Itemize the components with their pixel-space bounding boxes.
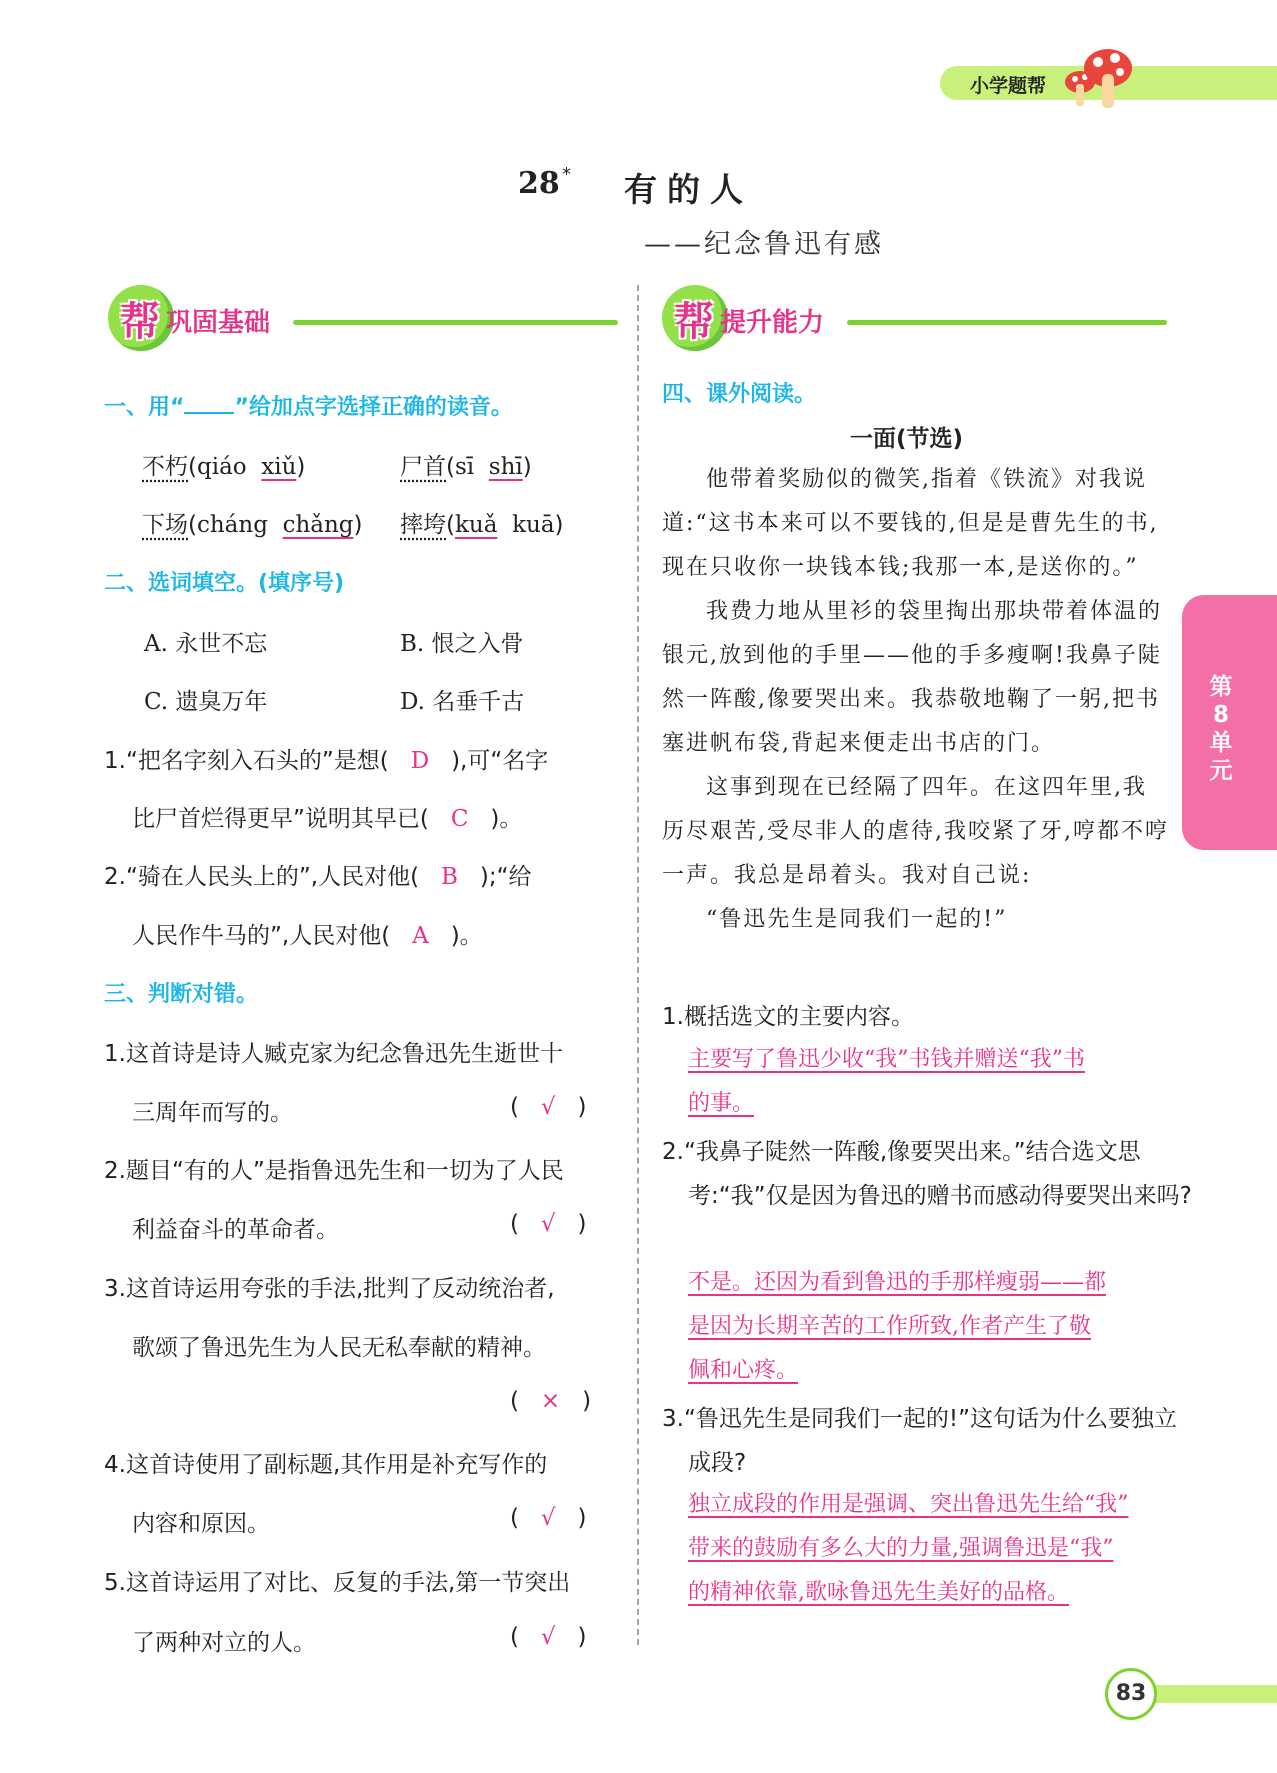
fill-line: 人民作牛马的”,人民对他( A )。 xyxy=(132,923,483,949)
answer-line: 不是。还因为看到鲁迅的手那样瘦弱——都 xyxy=(688,1270,1107,1295)
unit-tab-label: 第8单元 xyxy=(1209,674,1233,784)
pinyin-item: 下场(cháng chǎng) xyxy=(142,512,363,538)
judge-line: 4.这首诗使用了副标题,其作用是补充写作的 xyxy=(104,1452,548,1478)
judge-bracket: ( √ ) xyxy=(510,1505,587,1531)
lesson-star: * xyxy=(562,164,571,185)
section-label: 巩固基础 xyxy=(166,308,271,338)
brand-label: 小学题帮 xyxy=(970,75,1047,97)
judge-line: 3.这首诗运用夸张的手法,批判了反动统治者, xyxy=(104,1276,555,1302)
section-badge: 帮 xyxy=(662,285,728,351)
section-header-basics xyxy=(108,285,618,355)
fill-line: 2.“骑在人民头上的”,人民对他( B );“给 xyxy=(104,864,532,890)
column-divider xyxy=(637,285,639,1645)
section-badge: 帮 xyxy=(108,285,174,351)
q1-heading: 一、用“ ”给加点字选择正确的读音。 xyxy=(104,390,513,421)
passage-paragraph: 这事到现在已经隔了四年。在这四年里,我历尽艰苦,受尽非人的虐待,我咬紧了牙,哼都不哼一声。我总是昂着头。我对自己说: xyxy=(662,775,1169,888)
section-header-advanced xyxy=(662,285,1167,355)
judge-bracket: ( √ ) xyxy=(510,1624,587,1650)
section-rule xyxy=(293,320,618,325)
passage-paragraph: “鲁迅先生是同我们一起的!” xyxy=(706,907,1008,932)
blank-line xyxy=(184,392,234,414)
q4-heading: 四、课外阅读。 xyxy=(662,382,817,407)
fill-answer: D xyxy=(410,748,430,774)
judge-mark: √ xyxy=(540,1505,556,1531)
judge-line: 5.这首诗运用了对比、反复的手法,第一节突出 xyxy=(104,1570,571,1596)
fill-answer: B xyxy=(441,864,458,890)
answer-line: 带来的鼓励有多么大的力量,强调鲁迅是“我” xyxy=(688,1536,1114,1561)
pinyin-item: 摔垮(kuǎ kuā) xyxy=(400,512,564,538)
judge-line: 歌颂了鲁迅先生为人民无私奉献的精神。 xyxy=(132,1335,546,1361)
answer-line: 主要写了鲁迅少收“我”书钱并赠送“我”书 xyxy=(688,1047,1085,1072)
word-option: B. 恨之入骨 xyxy=(400,631,524,657)
pinyin-item: 尸首(sī shī) xyxy=(400,454,532,480)
q3-heading: 三、判断对错。 xyxy=(104,982,259,1007)
reading-question: 2.“我鼻子陡然一阵酸,像要哭出来。”结合选文思考:“我”仅是因为鲁迅的赠书而感动得要哭出来吗? xyxy=(662,1139,1192,1209)
answer-line: 的精神依靠,歌咏鲁迅先生美好的品格。 xyxy=(688,1580,1069,1605)
judge-mark: √ xyxy=(540,1094,556,1120)
page-number: 83 xyxy=(1105,1668,1157,1720)
q2-heading: 二、选词填空。(填序号) xyxy=(104,571,345,596)
section-rule xyxy=(847,320,1167,325)
answer-line: 佩和心疼。 xyxy=(688,1358,799,1383)
unit-tab xyxy=(1182,595,1277,850)
judge-mark: √ xyxy=(540,1211,556,1237)
judge-mark: √ xyxy=(540,1624,556,1650)
judge-line: 三周年而写的。 xyxy=(132,1100,293,1126)
fill-line: 比尸首烂得更早”说明其早已( C )。 xyxy=(132,806,523,832)
judge-line: 了两种对立的人。 xyxy=(132,1630,316,1656)
judge-line: 内容和原因。 xyxy=(132,1511,270,1537)
reading-question: 1.概括选文的主要内容。 xyxy=(662,1004,914,1030)
passage-title: 一面(节选) xyxy=(850,426,964,452)
word-option: A. 永世不忘 xyxy=(144,631,268,657)
passage xyxy=(662,458,1170,942)
reading-question: 3.“鲁迅先生是同我们一起的!”这句话为什么要独立成段? xyxy=(662,1406,1177,1476)
pinyin-item: 不朽(qiáo xiǔ) xyxy=(142,454,306,480)
judge-bracket: ( √ ) xyxy=(510,1094,587,1120)
section-label: 提升能力 xyxy=(720,308,825,338)
fill-line: 1.“把名字刻入石头的”是想( D ),可“名字 xyxy=(104,748,549,774)
mushroom-icon xyxy=(1060,44,1140,116)
fill-answer: C xyxy=(450,806,469,832)
lesson-title: 有的人 xyxy=(624,170,753,209)
judge-line: 1.这首诗是诗人臧克家为纪念鲁迅先生逝世十 xyxy=(104,1041,563,1067)
answer-line: 是因为长期辛苦的工作所致,作者产生了敬 xyxy=(688,1314,1091,1339)
fill-answer: A xyxy=(412,923,429,949)
judge-line: 利益奋斗的革命者。 xyxy=(132,1217,339,1243)
word-option: D. 名垂千古 xyxy=(400,689,525,715)
lesson-subtitle: ——纪念鲁迅有感 xyxy=(644,229,884,260)
judge-line: 2.题目“有的人”是指鲁迅先生和一切为了人民 xyxy=(104,1158,564,1184)
judge-bracket: ( √ ) xyxy=(510,1211,587,1237)
answer-line: 的事。 xyxy=(688,1091,755,1116)
judge-mark: × xyxy=(540,1388,561,1414)
passage-paragraph: 他带着奖励似的微笑,指着《铁流》对我说道:“这书本来可以不要钱的,但是是曹先生的书,现在只收你一块钱本钱;我那一本,是送你的。” xyxy=(662,467,1159,580)
judge-bracket: ( × ) xyxy=(510,1388,592,1414)
lesson-number: 28 xyxy=(518,166,560,201)
answer-line: 独立成段的作用是强调、突出鲁迅先生给“我” xyxy=(688,1492,1129,1517)
passage-paragraph: 我费力地从里衫的袋里掏出那块带着体温的银元,放到他的手里——他的手多瘦啊!我鼻子陡然一阵酸,像要哭出来。我恭敬地鞠了一躬,把书塞进帆布袋,背起来便走出书店的门。 xyxy=(662,599,1163,756)
word-option: C. 遗臭万年 xyxy=(144,689,268,715)
